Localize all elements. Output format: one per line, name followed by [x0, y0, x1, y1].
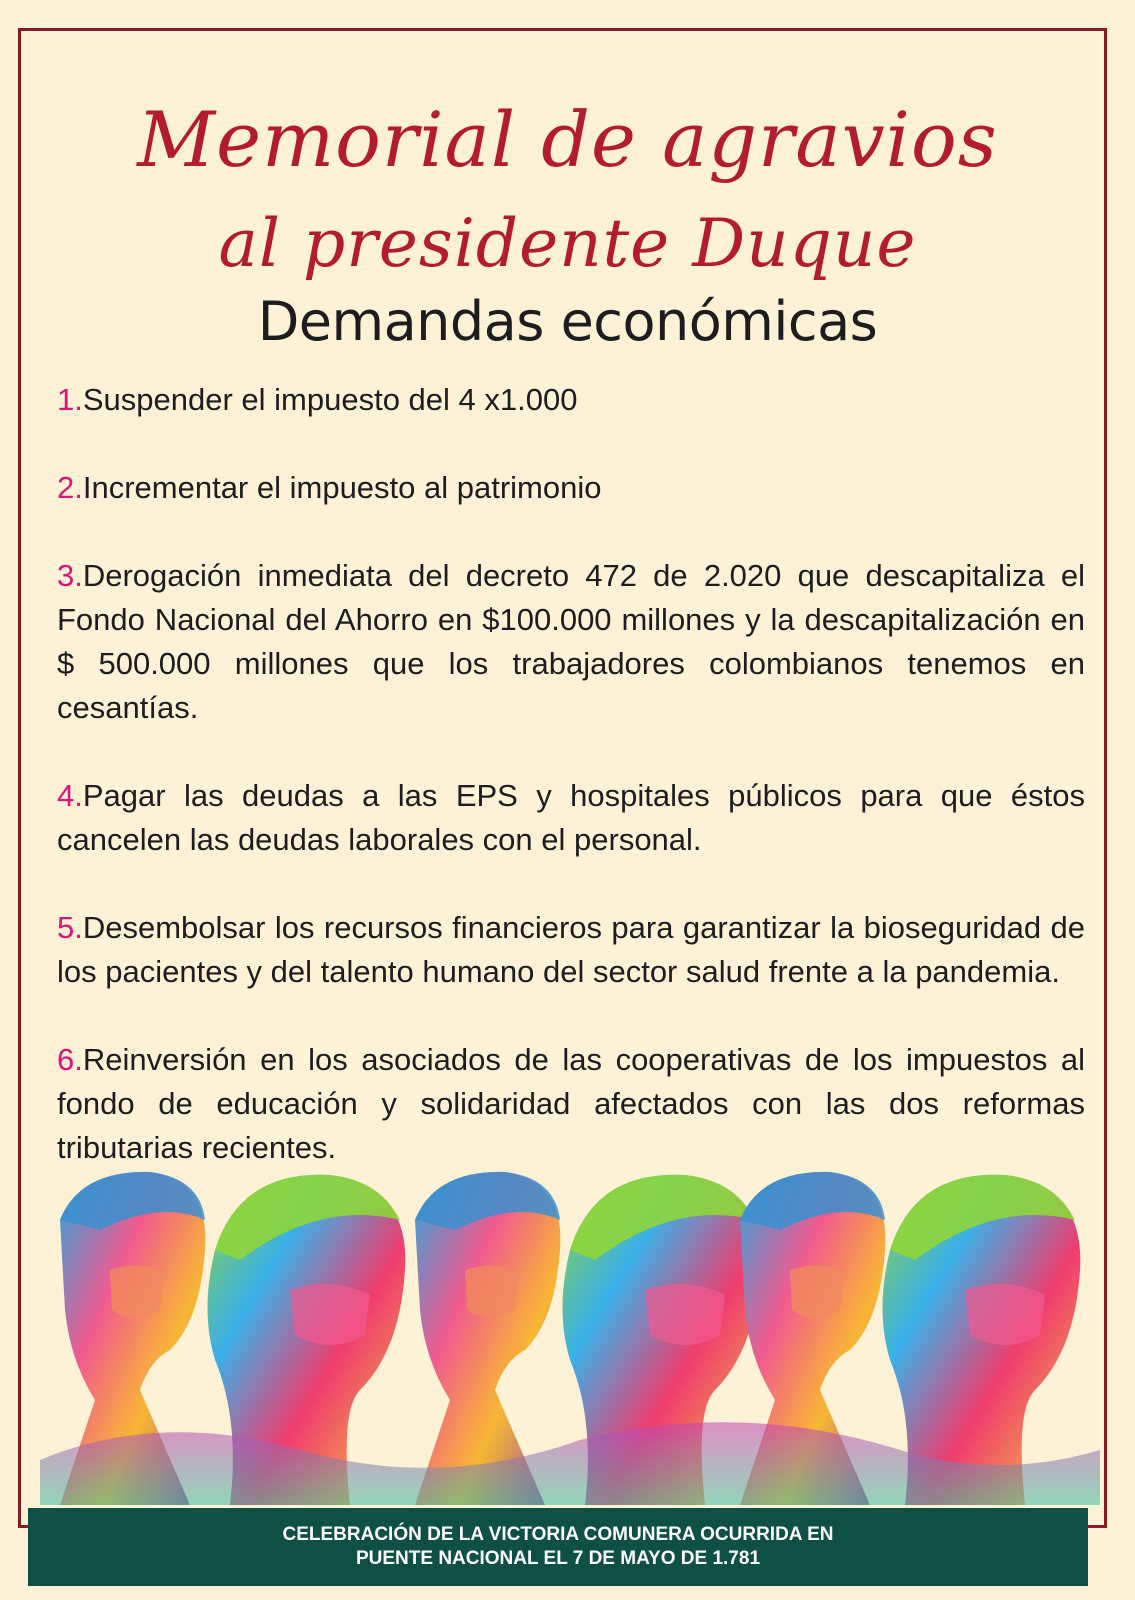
item-number: 2.: [57, 470, 83, 505]
footer-line-1: CELEBRACIÓN DE LA VICTORIA COMUNERA OCURRIDA EN: [282, 1524, 834, 1545]
item-text: Suspender el impuesto del 4 x1.000: [82, 382, 578, 417]
item-text: Desembolsar los recursos financieros para garantizar la bioseguridad de los pacientes y del talento humano del sector salud frente a la pandemia.: [57, 910, 1085, 989]
item-text: Derogación inmediata del decreto 472 de 2.020 que descapitaliza el Fondo Nacional del Ahorro en $100.000 millones y la descapitalización en $ 500.000 millones que los trabajadores colombianos tenemos en cesantías.: [57, 558, 1085, 725]
title-line-1: Memorial de agravios: [137, 95, 998, 184]
subtitle: Demandas económicas: [257, 290, 878, 353]
item-number: 4.: [57, 778, 83, 813]
colorful-portraits-illustration: [40, 1160, 1100, 1505]
list-item: [57, 906, 1085, 994]
item-text: Pagar las deudas a las EPS y hospitales públicos para que éstos cancelen las deudas laborales con el personal.: [57, 778, 1085, 857]
footer-banner: [28, 1508, 1088, 1586]
demands-list: [57, 378, 1085, 1214]
item-number: 1.: [57, 382, 83, 417]
item-text: Reinversión en los asociados de las cooperativas de los impuestos al fondo de educación y solidaridad afectados con las dos reformas tributarias recientes.: [57, 1042, 1085, 1165]
list-item: [57, 378, 1085, 422]
item-text: Incrementar el impuesto al patrimonio: [82, 470, 602, 505]
item-number: 5.: [57, 910, 83, 945]
item-number: 6.: [57, 1042, 83, 1077]
item-number: 3.: [57, 558, 83, 593]
list-item: [57, 774, 1085, 862]
list-item: [57, 554, 1085, 730]
footer-line-2: PUENTE NACIONAL EL 7 DE MAYO DE 1.781: [355, 1548, 761, 1569]
title-line-2: al presidente Duque: [218, 205, 917, 282]
list-item: [57, 466, 1085, 510]
list-item: [57, 1038, 1085, 1170]
